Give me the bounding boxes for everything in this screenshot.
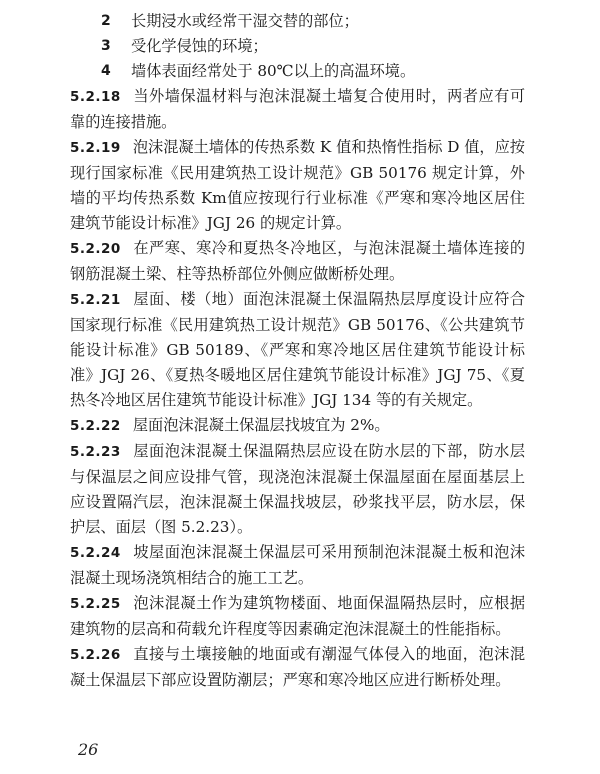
list-item-number: 4 xyxy=(101,63,111,79)
clause-5-2-21 xyxy=(70,287,525,413)
page-number: 26 xyxy=(78,740,99,759)
list-item xyxy=(70,9,525,34)
clause-number: 5.2.19 xyxy=(70,140,121,156)
clause-5-2-18 xyxy=(70,84,525,135)
clause-number: 5.2.22 xyxy=(70,418,121,434)
clause-text: 屋面、楼（地）面泡沫混凝土保温隔热层厚度设计应符合国家现行标准《民用建筑热工设计规范》GB 50176、《公共建筑节能设计标准》GB 50189、《严寒和寒冷地区居住建筑节能设计标准》JGJ 26、《夏热冬暖地区居住建筑节能设计标准》JGJ 75、《夏热冬冷地区居住建筑节能设计标准》JGJ 134 等的有关规定。 xyxy=(70,290,525,409)
clause-number: 5.2.20 xyxy=(70,241,121,257)
clause-5-2-24 xyxy=(70,540,525,591)
clause-5-2-23 xyxy=(70,439,525,540)
clause-5-2-25 xyxy=(70,591,525,642)
clause-5-2-19 xyxy=(70,135,525,236)
clause-5-2-22 xyxy=(70,413,525,439)
clause-text: 泡沫混凝土作为建筑物楼面、地面保温隔热层时，应根据建筑物的层高和荷载允许程度等因素确定泡沫混凝土的性能指标。 xyxy=(70,594,525,638)
clause-5-2-20 xyxy=(70,236,525,287)
clause-text: 坡屋面泡沫混凝土保温层可采用预制泡沫混凝土板和泡沫混凝土现场浇筑相结合的施工工艺。 xyxy=(70,543,525,587)
clause-number: 5.2.18 xyxy=(70,89,121,105)
clause-number: 5.2.24 xyxy=(70,545,121,561)
clause-number: 5.2.21 xyxy=(70,292,121,308)
page-content xyxy=(70,9,525,693)
list-item xyxy=(70,34,525,59)
clause-text: 直接与土壤接触的地面或有潮湿气体侵入的地面，泡沫混凝土保温层下部应设置防潮层；严寒和寒冷地区应进行断桥处理。 xyxy=(70,645,525,689)
clause-number: 5.2.26 xyxy=(70,647,121,663)
list-item-text: 长期浸水或经常干湿交替的部位； xyxy=(131,12,359,30)
clause-5-2-26 xyxy=(70,642,525,693)
clause-text: 在严寒、寒冷和夏热冬冷地区，与泡沫混凝土墙体连接的钢筋混凝土梁、柱等热桥部位外侧应做断桥处理。 xyxy=(70,239,525,283)
clause-text: 泡沫混凝土墙体的传热系数 K 值和热惰性指标 D 值，应按现行国家标准《民用建筑热工设计规范》GB 50176 规定计算，外墙的平均传热系数 Km值应按现行行业标准《严寒和寒冷地区居住建筑节能设计标准》JGJ 26 的规定计算。 xyxy=(70,138,525,232)
clause-number: 5.2.23 xyxy=(70,444,121,460)
list-item xyxy=(70,59,525,84)
list-item-text: 受化学侵蚀的环境； xyxy=(131,37,268,55)
list-item-number: 2 xyxy=(101,13,111,29)
clause-text: 屋面泡沫混凝土保温层找坡宜为 2%。 xyxy=(132,416,390,434)
clause-text: 屋面泡沫混凝土保温隔热层应设在防水层的下部，防水层与保温层之间应设排气管，现浇泡沫混凝土保温屋面在屋面基层上应设置隔汽层，泡沫混凝土保温找坡层，砂浆找平层，防水层，保护层、面层（图 5.2.23）。 xyxy=(70,442,525,536)
list-item-text: 墙体表面经常处于 80℃以上的高温环境。 xyxy=(131,62,416,80)
list-item-number: 3 xyxy=(101,38,111,54)
clause-number: 5.2.25 xyxy=(70,596,121,612)
clause-text: 当外墙保温材料与泡沫混凝土墙复合使用时，两者应有可靠的连接措施。 xyxy=(70,87,525,131)
